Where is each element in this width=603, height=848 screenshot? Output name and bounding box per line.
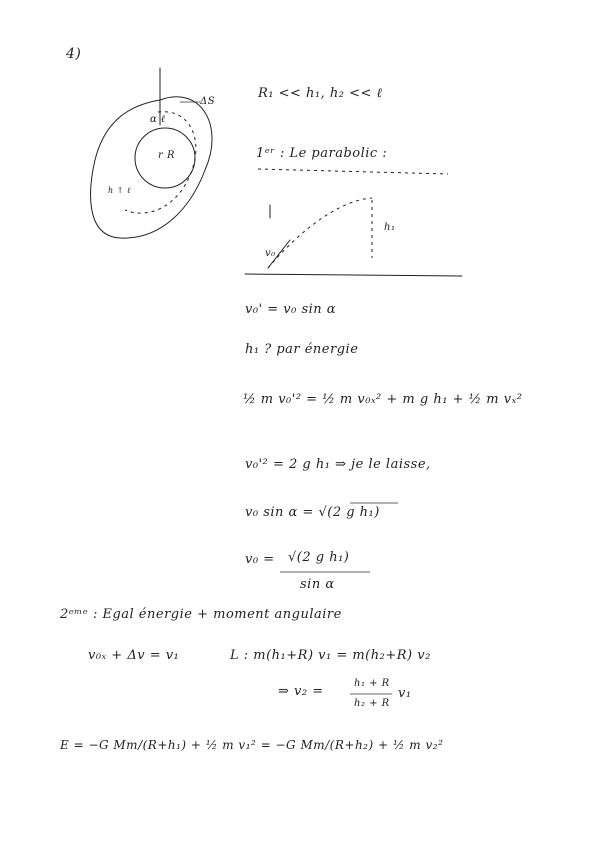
equation-8-numerator: h₁ + R <box>354 678 390 689</box>
equation-6-lhs: v₀ = <box>245 552 275 567</box>
equation-3: ½ m v₀'² = ½ m v₀ₓ² + m g h₁ + ½ m vₓ² <box>243 392 523 407</box>
equation-7a: v₀ₓ + Δv = v₁ <box>88 648 180 663</box>
h1-label: h₁ <box>384 222 396 233</box>
equation-9-energy: E = −G Mm/(R+h₁) + ½ m v₁² = −G Mm/(R+h₂) + ½ m v₂² <box>60 738 444 752</box>
planet-label: r R <box>158 150 175 161</box>
v0-label: v₀ <box>265 248 276 259</box>
ground-line <box>245 274 462 276</box>
condition-line: R₁ << h₁, h₂ << ℓ <box>258 86 383 101</box>
equation-5: v₀ sin α = √(2 g h₁) <box>245 505 380 520</box>
equation-4: v₀'² = 2 g h₁ ⇒ je le laisse, <box>245 457 431 472</box>
equation-7b: L : m(h₁+R) v₁ = m(h₂+R) v₂ <box>230 648 431 663</box>
equation-8-rhs: v₁ <box>398 686 412 701</box>
inner-label: α ℓ <box>150 114 166 125</box>
side-label: h ↑ ℓ <box>108 186 131 195</box>
section-1-heading: 1ᵉʳ : Le parabolic : <box>256 146 388 161</box>
section-underline <box>258 169 448 174</box>
parabola-trajectory <box>268 198 372 268</box>
section-2-heading: 2ᵉᵐᵉ : Egal énergie + moment angulaire <box>60 607 342 622</box>
equation-8-lhs: ⇒ v₂ = <box>278 684 324 699</box>
equation-1: v₀' = v₀ sin α <box>245 302 337 317</box>
equation-8-denominator: h₂ + R <box>354 698 390 709</box>
equation-2: h₁ ? par énergie <box>245 342 359 357</box>
delta-s-label: ΔS <box>200 96 216 107</box>
equation-6-numerator: √(2 g h₁) <box>288 550 350 565</box>
equation-6-denominator: sin α <box>300 577 335 592</box>
problem-number: 4) <box>66 46 82 62</box>
